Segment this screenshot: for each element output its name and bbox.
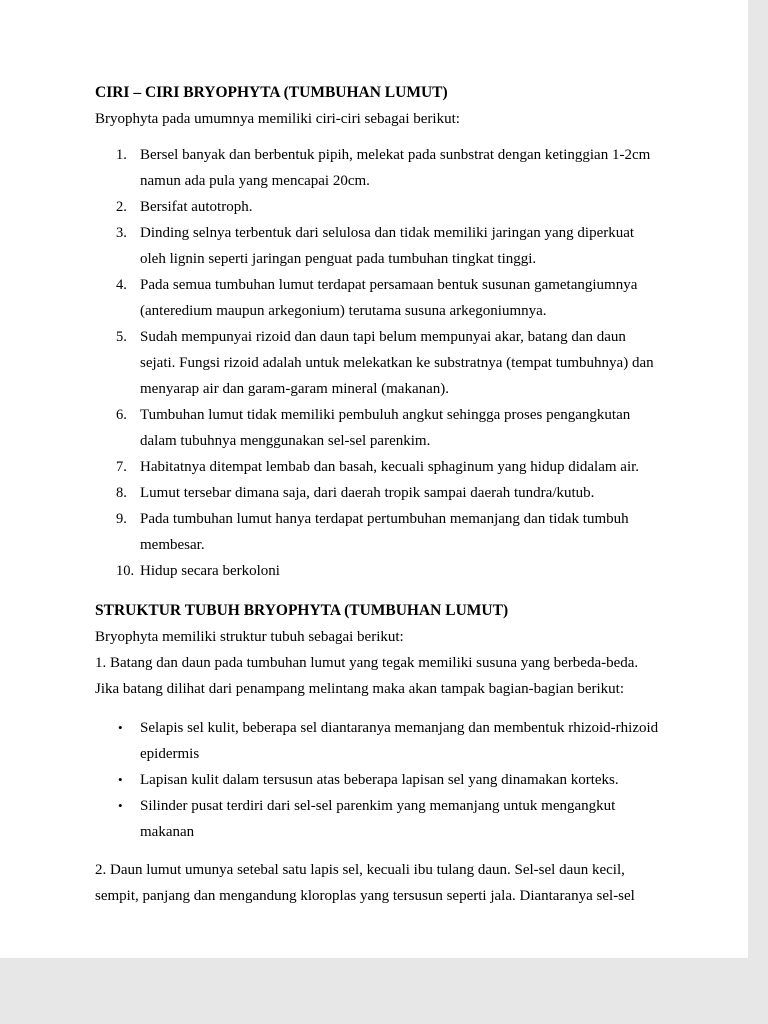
bullet-icon: •: [118, 720, 123, 735]
section2-paragraph-2: Jika batang dilihat dari penampang melintang maka akan tampak bagian-bagian berikut:: [95, 681, 624, 697]
list-item-text: Lumut tersebar dimana saja, dari daerah tropik sampai daerah tundra/kutub.: [140, 485, 595, 501]
numbered-list-item: [95, 454, 662, 480]
list-item-number: 7.: [116, 459, 127, 475]
numbered-list-item: [95, 194, 662, 220]
list-item-text: Lapisan kulit dalam tersusun atas beberapa lapisan sel yang dinamakan korteks.: [140, 772, 619, 788]
section1-intro: Bryophyta pada umumnya memiliki ciri-ciri sebagai berikut:: [95, 111, 460, 127]
list-item-number: 9.: [116, 511, 127, 527]
numbered-list-item: [95, 324, 662, 402]
numbered-list-item: [95, 272, 662, 324]
list-item-text: Bersifat autotroph.: [140, 199, 253, 215]
section1-title: CIRI – CIRI BRYOPHYTA (TUMBUHAN LUMUT): [95, 84, 448, 101]
bullet-icon: •: [118, 798, 123, 813]
list-item-text: Habitatnya ditempat lembab dan basah, kecuali sphaginum yang hidup didalam air.: [140, 459, 640, 475]
section2-paragraph-3: 2. Daun lumut umunya setebal satu lapis sel, kecuali ibu tulang daun. Sel-sel daun kecil, sempit, panjang dan mengandung kloroplas yang tersusun seperti jala. Diantaranya sel-sel: [95, 862, 635, 904]
list-item-number: 8.: [116, 485, 127, 501]
bullet-list-item: [95, 793, 662, 845]
section2-intro: Bryophyta memiliki struktur tubuh sebagai berikut:: [95, 629, 404, 645]
section2-paragraph-1: 1. Batang dan daun pada tumbuhan lumut yang tegak memiliki susuna yang berbeda-beda.: [95, 655, 639, 671]
list-item-text: Pada tumbuhan lumut hanya terdapat pertumbuhan memanjang dan tidak tumbuh membesar.: [140, 511, 629, 553]
list-item-text: Hidup secara berkoloni: [140, 563, 280, 579]
list-item-text: Pada semua tumbuhan lumut terdapat persamaan bentuk susunan gametangiumnya (anteredium maupun arkegonium) terutama susuna arkegoniumnya.: [140, 277, 638, 319]
ciri-numbered-list: [95, 142, 662, 584]
bullet-list-item: [95, 715, 662, 767]
list-item-text: Silinder pusat terdiri dari sel-sel parenkim yang memanjang untuk mengangkut makanan: [140, 798, 616, 840]
numbered-list-item: [95, 480, 662, 506]
section2-title: STRUKTUR TUBUH BRYOPHYTA (TUMBUHAN LUMUT): [95, 602, 509, 619]
list-item-number: 10.: [116, 563, 135, 579]
numbered-list-item: [95, 558, 662, 584]
numbered-list-item: [95, 220, 662, 272]
bullet-list-item: [95, 767, 662, 793]
list-item-number: 4.: [116, 277, 127, 293]
bullet-icon: •: [118, 772, 123, 787]
list-item-number: 2.: [116, 199, 127, 215]
list-item-number: 3.: [116, 225, 127, 241]
list-item-text: Selapis sel kulit, beberapa sel diantaranya memanjang dan membentuk rhizoid-rhizoid epidermis: [140, 720, 659, 762]
list-item-number: 1.: [116, 147, 127, 163]
list-item-text: Bersel banyak dan berbentuk pipih, melekat pada sunbstrat dengan ketinggian 1-2cm namun ada pula yang mencapai 20cm.: [140, 147, 651, 189]
numbered-list-item: [95, 506, 662, 558]
list-item-text: Dinding selnya terbentuk dari selulosa dan tidak memiliki jaringan yang diperkuat oleh lignin seperti jaringan penguat pada tumbuhan tingkat tinggi.: [140, 225, 635, 267]
list-item-text: Sudah mempunyai rizoid dan daun tapi belum mempunyai akar, batang dan daun sejati. Fungsi rizoid adalah untuk melekatkan ke substratnya (tempat tumbuhnya) dan menyarap air dan garam-garam mineral (makanan).: [140, 329, 654, 397]
numbered-list-item: [95, 402, 662, 454]
list-item-text: Tumbuhan lumut tidak memiliki pembuluh angkut sehingga proses pengangkutan dalam tubuhnya menggunakan sel-sel parenkim.: [140, 407, 631, 449]
numbered-list-item: [95, 142, 662, 194]
list-item-number: 5.: [116, 329, 127, 345]
struktur-bullet-list: [95, 715, 662, 845]
list-item-number: 6.: [116, 407, 127, 423]
